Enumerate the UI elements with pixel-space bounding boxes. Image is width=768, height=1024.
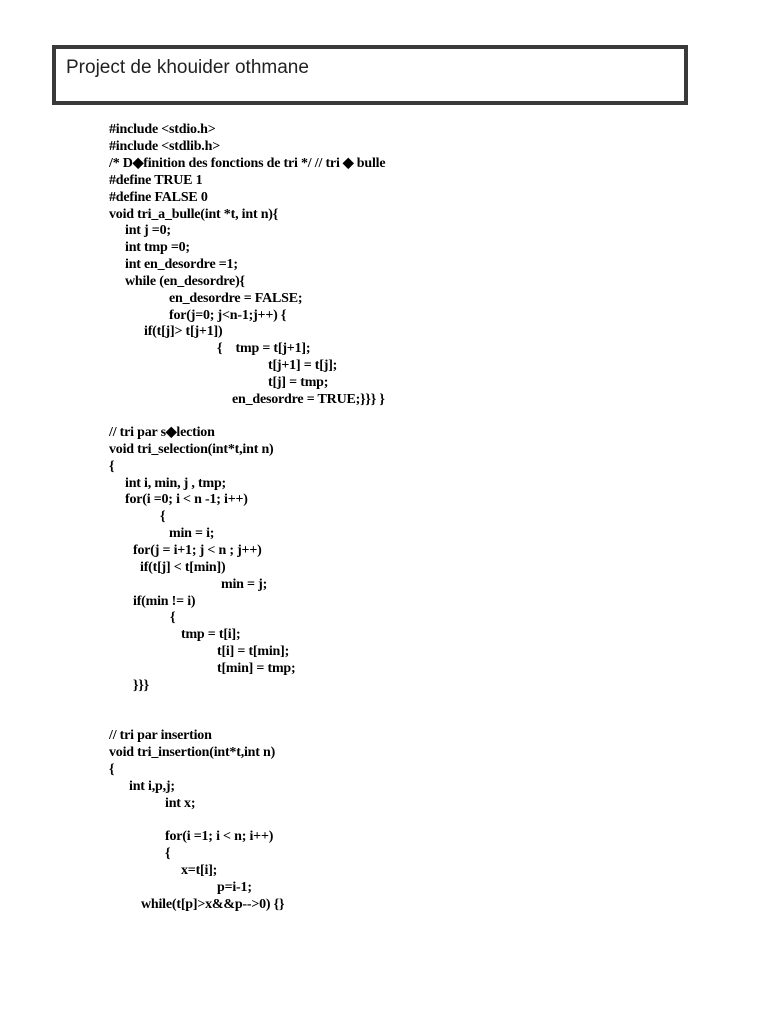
code-line: en_desordre = TRUE;}}} } (232, 392, 385, 407)
code-line: void tri_a_bulle(int *t, int n){ (109, 207, 279, 222)
code-line: void tri_insertion(int*t,int n) (109, 745, 276, 760)
code-line: int x; (165, 796, 196, 811)
code-line: { (109, 459, 115, 474)
code-line: if(t[j]> t[j+1]) (144, 324, 223, 339)
code-line: { (170, 610, 176, 625)
code-line: }}} (133, 678, 149, 693)
code-line: tmp = t[i]; (181, 627, 241, 642)
code-line: int i, min, j , tmp; (125, 476, 227, 491)
code-line: // tri par s◆lection (109, 425, 215, 440)
code-line: if(min != i) (133, 594, 196, 609)
code-line: { (165, 846, 171, 861)
code-line: for(i =1; i < n; i++) (165, 829, 274, 844)
code-line: min = i; (169, 526, 215, 541)
code-line: int i,p,j; (129, 779, 175, 794)
code-line: t[i] = t[min]; (217, 644, 290, 659)
code-line: #define FALSE 0 (109, 190, 208, 205)
code-line: { tmp = t[j+1]; (217, 341, 311, 356)
code-line: while (en_desordre){ (125, 274, 245, 289)
page-title: Project de khouider othmane (66, 57, 309, 78)
code-line: int tmp =0; (125, 240, 190, 255)
code-line: for(i =0; i < n -1; i++) (125, 492, 248, 507)
code-line: en_desordre = FALSE; (169, 291, 303, 306)
code-line: while(t[p]>x&&p-->0) {} (141, 897, 285, 912)
code-line: { (160, 509, 166, 524)
code-line: for(j=0; j<n-1;j++) { (169, 308, 287, 323)
code-line: t[j+1] = t[j]; (268, 358, 338, 373)
code-line: min = j; (221, 577, 268, 592)
code-line: if(t[j] < t[min]) (140, 560, 226, 575)
code-line: #include <stdio.h> (109, 122, 216, 137)
code-line: #define TRUE 1 (109, 173, 203, 188)
code-line: // tri par insertion (109, 728, 212, 743)
code-line: { (109, 762, 115, 777)
code-line: x=t[i]; (181, 863, 218, 878)
code-line: t[min] = tmp; (217, 661, 296, 676)
code-line: int en_desordre =1; (125, 257, 238, 272)
code-line: t[j] = tmp; (268, 375, 329, 390)
code-line: /* D◆finition des fonctions de tri */ // tri ◆ bulle (109, 156, 386, 171)
code-line: void tri_selection(int*t,int n) (109, 442, 274, 457)
code-line: for(j = i+1; j < n ; j++) (133, 543, 262, 558)
code-line: #include <stdlib.h> (109, 139, 220, 154)
code-line: p=i-1; (217, 880, 252, 895)
code-line: int j =0; (125, 223, 171, 238)
